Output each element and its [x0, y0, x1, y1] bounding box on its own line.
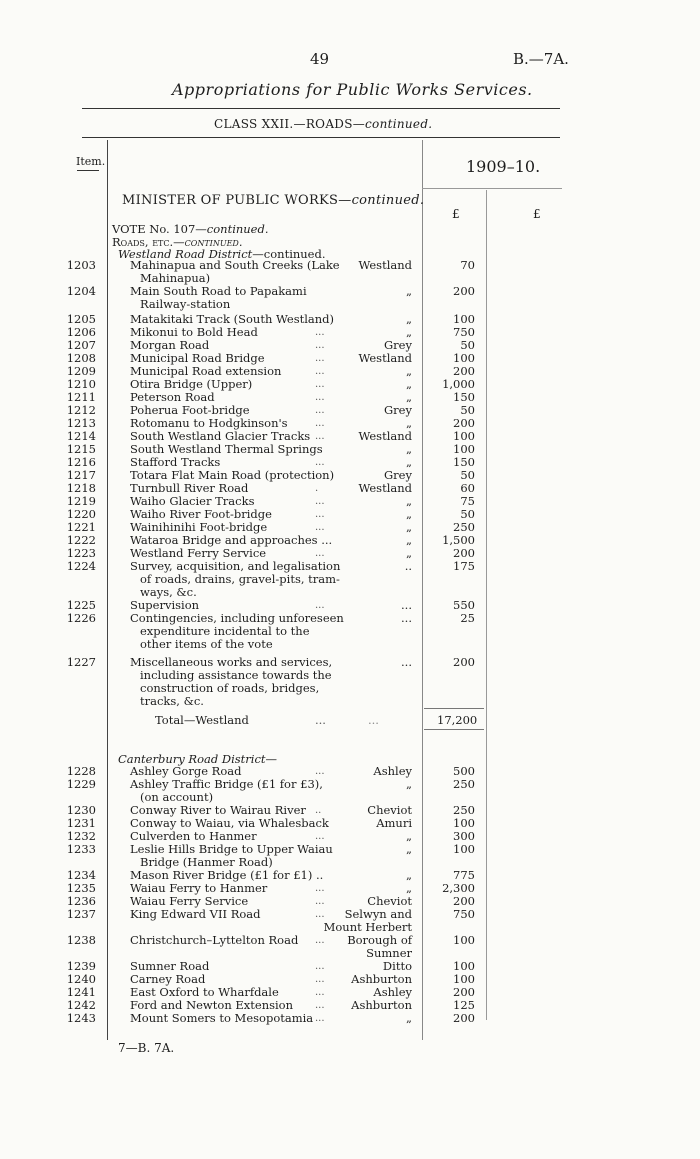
- item-number: 1236: [66, 894, 96, 908]
- leader-dots: ...: [315, 909, 325, 920]
- table-row: [0, 817, 700, 830]
- item-description: Matakitaki Track (South Westland): [130, 312, 335, 326]
- leader-dots: ...: [315, 1000, 325, 1011]
- item-number: 1208: [66, 351, 96, 365]
- item-description: Westland Ferry Service: [130, 546, 267, 560]
- item-number: 1207: [66, 338, 96, 352]
- item-description: Christchurch–Lyttelton Road: [130, 933, 299, 947]
- item-description: Waiau Ferry to Hanmer: [130, 881, 268, 895]
- item-amount: 75: [460, 494, 475, 508]
- item-district: Selwyn and: [344, 907, 412, 921]
- table-row: [0, 534, 700, 547]
- item-description: Totara Flat Main Road (protection): [130, 468, 335, 482]
- table-row: [0, 986, 700, 999]
- item-description: Supervision: [130, 598, 200, 612]
- item-district: Ashburton: [351, 972, 412, 986]
- item-description-continued: Railway-station: [140, 297, 231, 311]
- table-row: [0, 378, 700, 391]
- item-column-header: Item.: [76, 155, 106, 168]
- item-description-continued: ways, &c.: [140, 585, 197, 599]
- item-amount: 250: [453, 520, 475, 534]
- table-row: [0, 882, 700, 895]
- item-district: „: [406, 325, 412, 339]
- item-description: Miscellaneous works and services,: [130, 655, 333, 669]
- item-amount: 50: [460, 468, 475, 482]
- leader-dots: ...: [315, 457, 325, 468]
- item-description-continued: tracks, &c.: [140, 694, 204, 708]
- item-description: Waiho Glacier Tracks: [130, 494, 255, 508]
- item-number: 1243: [66, 1011, 96, 1025]
- item-district: „: [406, 494, 412, 508]
- leader-dots: ...: [315, 522, 325, 533]
- item-number: 1221: [66, 520, 96, 534]
- item-number: 1224: [66, 559, 96, 573]
- leader-dots: ...: [315, 831, 325, 842]
- item-number: 1213: [66, 416, 96, 430]
- item-amount: 200: [453, 284, 475, 298]
- table-row: [0, 339, 700, 352]
- table-row: [0, 404, 700, 417]
- item-district: Borough of: [347, 933, 412, 947]
- item-description: Sumner Road: [130, 959, 210, 973]
- table-row: [0, 765, 700, 778]
- item-number: 1226: [66, 611, 96, 625]
- table-row: [0, 365, 700, 378]
- item-description: Waiau Ferry Service: [130, 894, 249, 908]
- item-amount: 200: [453, 416, 475, 430]
- item-number: 1240: [66, 972, 96, 986]
- leader-dots: ..: [315, 805, 322, 816]
- item-district: Amuri: [376, 816, 412, 830]
- table-row: [0, 443, 700, 456]
- item-description: Stafford Tracks: [130, 455, 221, 469]
- westland-district-heading: Westland Road District—continued.: [118, 247, 326, 261]
- item-district: „: [406, 390, 412, 404]
- item-description: South Westland Glacier Tracks: [130, 429, 311, 443]
- item-district: Westland: [358, 258, 412, 272]
- item-description: Survey, acquisition, and legalisation: [130, 559, 341, 573]
- item-description-continued: Mahinapua): [140, 271, 211, 285]
- table-row: [0, 417, 700, 430]
- item-amount: 2,300: [442, 881, 475, 895]
- item-number: 1230: [66, 803, 96, 817]
- item-description: Conway to Waiau, via Whalesback: [130, 816, 329, 830]
- total-top-rule: [424, 708, 484, 709]
- item-district: „: [406, 377, 412, 391]
- pound-symbol-2: £: [533, 207, 541, 221]
- table-row: [0, 469, 700, 482]
- table-row: [0, 259, 700, 272]
- item-district: „: [406, 312, 412, 326]
- item-description-continued: including assistance towards the: [140, 668, 332, 682]
- leader-dots: ...: [315, 974, 325, 985]
- item-district: Ashburton: [351, 998, 412, 1012]
- item-description-continued: expenditure incidental to the: [140, 624, 310, 638]
- item-description: Morgan Road: [130, 338, 210, 352]
- table-row: [0, 521, 700, 534]
- item-description: Main South Road to Papakami: [130, 284, 307, 298]
- year-rule: [422, 188, 562, 189]
- item-district: Grey: [384, 468, 412, 482]
- item-underline: [77, 170, 99, 171]
- item-number: 1209: [66, 364, 96, 378]
- table-row: [0, 612, 700, 625]
- item-district: „: [406, 416, 412, 430]
- table-row: [0, 313, 700, 326]
- item-description: Carney Road: [130, 972, 206, 986]
- item-description: Municipal Road Bridge: [130, 351, 265, 365]
- item-number: 1233: [66, 842, 96, 856]
- item-amount: 100: [453, 972, 475, 986]
- item-amount: 50: [460, 403, 475, 417]
- item-district-continued: Sumner: [366, 946, 412, 960]
- table-row: [0, 778, 700, 791]
- item-number: 1228: [66, 764, 96, 778]
- item-district: „: [406, 829, 412, 843]
- item-number: 1239: [66, 959, 96, 973]
- item-amount: 100: [453, 816, 475, 830]
- item-number: 1211: [66, 390, 96, 404]
- item-amount: 1,000: [442, 377, 475, 391]
- item-amount: 100: [453, 429, 475, 443]
- item-number: 1218: [66, 481, 96, 495]
- item-description: King Edward VII Road: [130, 907, 261, 921]
- item-description: Turnbull River Road: [130, 481, 249, 495]
- item-number: 1214: [66, 429, 96, 443]
- table-row: [0, 599, 700, 612]
- item-amount: 100: [453, 442, 475, 456]
- table-row: [0, 830, 700, 843]
- item-amount: 250: [453, 803, 475, 817]
- item-description: Mason River Bridge (£1 for £1) ..: [130, 868, 324, 882]
- item-district-continued: Mount Herbert: [323, 920, 412, 934]
- item-amount: 150: [453, 390, 475, 404]
- item-district: „: [406, 284, 412, 298]
- item-district: „: [406, 533, 412, 547]
- item-number: 1225: [66, 598, 96, 612]
- leader-dots: ...: [315, 1013, 325, 1024]
- item-amount: 100: [453, 842, 475, 856]
- item-amount: 750: [453, 325, 475, 339]
- document-reference: B.—7A.: [513, 50, 569, 68]
- item-district: Westland: [358, 481, 412, 495]
- table-row: [0, 391, 700, 404]
- leader-dots: ...: [315, 496, 325, 507]
- leader-dots: ...: [315, 961, 325, 972]
- westland-total-amount: 17,200: [437, 713, 478, 727]
- item-number: 1231: [66, 816, 96, 830]
- item-description: Wataroa Bridge and approaches ...: [130, 533, 333, 547]
- item-amount: 150: [453, 455, 475, 469]
- table-row: [0, 560, 700, 573]
- table-row: [0, 843, 700, 856]
- footer-signature: 7—B. 7A.: [118, 1041, 175, 1055]
- table-row: [0, 547, 700, 560]
- item-district: „: [406, 507, 412, 521]
- item-district: ...: [401, 598, 412, 612]
- table-row: [0, 430, 700, 443]
- item-district: Westland: [358, 351, 412, 365]
- item-district: Ashley: [373, 764, 412, 778]
- table-row: [0, 973, 700, 986]
- header-rule: [82, 137, 560, 138]
- page-title: Appropriations for Public Works Services.: [172, 80, 533, 99]
- item-amount: 25: [460, 611, 475, 625]
- item-district: „: [406, 842, 412, 856]
- item-district: Ashley: [373, 985, 412, 999]
- leader-dots: ...: [315, 509, 325, 520]
- leader-dots: ...: [315, 353, 325, 364]
- minister-heading: MINISTER OF PUBLIC WORKS—continued.: [122, 193, 425, 208]
- item-district: „: [406, 868, 412, 882]
- item-description-continued: construction of roads, bridges,: [140, 681, 320, 695]
- item-amount: 60: [460, 481, 475, 495]
- table-row: [0, 285, 700, 298]
- leader-dots: ...: [315, 405, 325, 416]
- item-number: 1220: [66, 507, 96, 521]
- pound-symbol-1: £: [452, 207, 460, 221]
- item-amount: 50: [460, 507, 475, 521]
- item-description-continued: other items of the vote: [140, 637, 273, 651]
- westland-total-dots-2: ...: [368, 713, 379, 727]
- leader-dots: ...: [315, 987, 325, 998]
- item-description: South Westland Thermal Springs: [130, 442, 323, 456]
- table-row: [0, 869, 700, 882]
- class-heading: CLASS XXII.—ROADS—continued.: [214, 117, 433, 131]
- item-amount: 200: [453, 546, 475, 560]
- leader-dots: ...: [315, 896, 325, 907]
- item-description: Contingencies, including unforeseen: [130, 611, 344, 625]
- item-amount: 300: [453, 829, 475, 843]
- westland-total-label: Total—Westland: [155, 713, 249, 727]
- item-description: Ashley Gorge Road: [130, 764, 242, 778]
- total-bottom-rule: [424, 729, 484, 730]
- item-amount: 250: [453, 777, 475, 791]
- item-description: Mikonui to Bold Head: [130, 325, 258, 339]
- item-amount: 1,500: [442, 533, 475, 547]
- item-description: Ashley Traffic Bridge (£1 for £3),: [130, 777, 323, 791]
- item-description-continued: (on account): [140, 790, 214, 804]
- item-district: „: [406, 881, 412, 895]
- leader-dots: ...: [315, 766, 325, 777]
- vote-heading: VOTE No. 107—continued.: [112, 222, 269, 236]
- item-number: 1227: [66, 655, 96, 669]
- item-description: Ford and Newton Extension: [130, 998, 294, 1012]
- item-amount: 50: [460, 338, 475, 352]
- leader-dots: ...: [315, 392, 325, 403]
- item-description: Culverden to Hanmer: [130, 829, 257, 843]
- item-number: 1241: [66, 985, 96, 999]
- item-district: Grey: [384, 338, 412, 352]
- item-district: „: [406, 442, 412, 456]
- item-district: „: [406, 1011, 412, 1025]
- leader-dots: .: [315, 483, 319, 494]
- item-amount: 750: [453, 907, 475, 921]
- item-amount: 100: [453, 933, 475, 947]
- item-description: Conway River to Wairau River: [130, 803, 306, 817]
- item-amount: 100: [453, 959, 475, 973]
- item-amount: 200: [453, 655, 475, 669]
- item-amount: 775: [453, 868, 475, 882]
- item-district: „: [406, 364, 412, 378]
- item-district: „: [406, 520, 412, 534]
- table-row: [0, 495, 700, 508]
- leader-dots: ...: [315, 327, 325, 338]
- item-amount: 100: [453, 312, 475, 326]
- item-number: 1234: [66, 868, 96, 882]
- leader-dots: ...: [315, 935, 325, 946]
- leader-dots: ...: [315, 340, 325, 351]
- table-row: [0, 482, 700, 495]
- item-number: 1217: [66, 468, 96, 482]
- item-number: 1210: [66, 377, 96, 391]
- item-description-continued: of roads, drains, gravel-pits, tram-: [140, 572, 340, 586]
- item-district: ...: [401, 655, 412, 669]
- item-amount: 500: [453, 764, 475, 778]
- item-number: 1237: [66, 907, 96, 921]
- item-description: Leslie Hills Bridge to Upper Waiau: [130, 842, 333, 856]
- item-number: 1235: [66, 881, 96, 895]
- year-column-header: 1909–10.: [466, 157, 541, 176]
- item-number: 1238: [66, 933, 96, 947]
- item-district: Cheviot: [367, 803, 412, 817]
- leader-dots: ...: [315, 600, 325, 611]
- table-row: [0, 456, 700, 469]
- item-description: Otira Bridge (Upper): [130, 377, 253, 391]
- item-description: Waiho River Foot-bridge: [130, 507, 272, 521]
- item-number: 1229: [66, 777, 96, 791]
- canterbury-district-heading: Canterbury Road District—: [118, 752, 278, 766]
- title-rule: [82, 108, 560, 109]
- item-number: 1205: [66, 312, 96, 326]
- item-number: 1223: [66, 546, 96, 560]
- table-row: [0, 999, 700, 1012]
- item-amount: 70: [460, 258, 475, 272]
- item-amount: 125: [453, 998, 475, 1012]
- item-amount: 200: [453, 985, 475, 999]
- item-number: 1232: [66, 829, 96, 843]
- item-district: Ditto: [382, 959, 412, 973]
- item-number: 1215: [66, 442, 96, 456]
- item-description: Wainihinihi Foot-bridge: [130, 520, 268, 534]
- item-amount: 100: [453, 351, 475, 365]
- table-row: [0, 656, 700, 669]
- item-number: 1212: [66, 403, 96, 417]
- leader-dots: ...: [315, 418, 325, 429]
- table-row: [0, 960, 700, 973]
- item-description: Rotomanu to Hodgkinson's: [130, 416, 288, 430]
- item-description: Peterson Road: [130, 390, 215, 404]
- leader-dots: ...: [315, 883, 325, 894]
- table-row: [0, 326, 700, 339]
- item-number: 1216: [66, 455, 96, 469]
- page-number: 49: [310, 50, 330, 68]
- item-amount: 200: [453, 364, 475, 378]
- item-amount: 200: [453, 1011, 475, 1025]
- leader-dots: ...: [315, 366, 325, 377]
- item-district: ..: [404, 559, 412, 573]
- item-description: Municipal Road extension: [130, 364, 282, 378]
- item-number: 1206: [66, 325, 96, 339]
- item-amount: 550: [453, 598, 475, 612]
- item-description: East Oxford to Wharfdale: [130, 985, 279, 999]
- item-district: „: [406, 777, 412, 791]
- table-row: [0, 934, 700, 947]
- item-number: 1203: [66, 258, 96, 272]
- item-description: Mahinapua and South Creeks (Lake: [130, 258, 340, 272]
- table-row: [0, 804, 700, 817]
- item-number: 1242: [66, 998, 96, 1012]
- item-amount: 200: [453, 894, 475, 908]
- item-district: Grey: [384, 403, 412, 417]
- roads-heading: Roads, etc.—continued.: [112, 235, 243, 249]
- leader-dots: ...: [315, 548, 325, 559]
- table-row: [0, 352, 700, 365]
- item-number: 1204: [66, 284, 96, 298]
- item-district: Westland: [358, 429, 412, 443]
- item-district: Cheviot: [367, 894, 412, 908]
- item-district: ...: [401, 611, 412, 625]
- item-description: Poherua Foot-bridge: [130, 403, 250, 417]
- item-number: 1219: [66, 494, 96, 508]
- table-row: [0, 1012, 700, 1025]
- item-number: 1222: [66, 533, 96, 547]
- westland-total-dots: ...: [315, 713, 326, 727]
- item-description: Mount Somers to Mesopotamia: [130, 1011, 314, 1025]
- leader-dots: ...: [315, 431, 325, 442]
- item-district: „: [406, 546, 412, 560]
- item-district: „: [406, 455, 412, 469]
- item-amount: 175: [453, 559, 475, 573]
- table-row: [0, 508, 700, 521]
- leader-dots: ...: [315, 379, 325, 390]
- item-description-continued: Bridge (Hanmer Road): [140, 855, 273, 869]
